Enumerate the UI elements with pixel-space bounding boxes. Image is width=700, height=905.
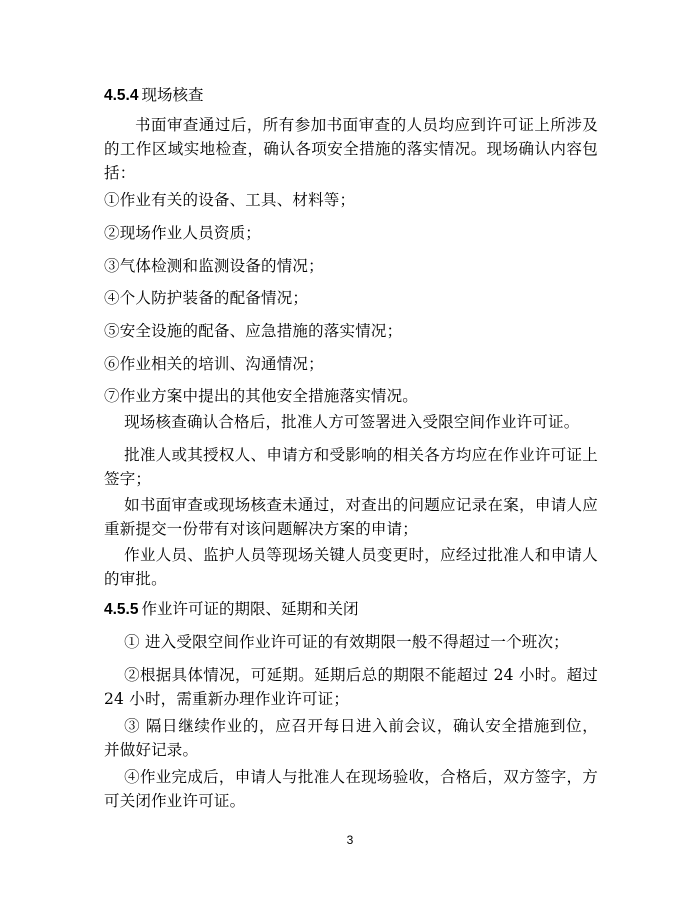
list-item: ③ 隔日继续作业的，应召开每日进入前会议，确认安全措施到位，并做好记录。 — [104, 717, 598, 759]
intro-paragraph: 书面审查通过后，所有参加书面审查的人员均应到许可证上所涉及的工作区域实地检查，确认各项安全措施的落实情况。现场确认内容包括： — [104, 116, 598, 182]
list-item: ⑥作业相关的培训、沟通情况； — [104, 355, 324, 373]
list-item: ②现场作业人员资质； — [104, 224, 262, 242]
page-number: 3 — [346, 833, 354, 847]
list-item: ⑤安全设施的配备、应急措施的落实情况； — [104, 322, 403, 340]
section-number: 4.5.5 — [104, 601, 139, 618]
section-heading-4-5-5 — [104, 597, 359, 622]
section-number: 4.5.4 — [104, 87, 139, 104]
list-item: ①作业有关的设备、工具、材料等； — [104, 191, 356, 209]
list-item: ⑦作业方案中提出的其他安全措施落实情况。 — [104, 387, 419, 405]
paragraph-personnel-change: 作业人员、监护人员等现场关键人员变更时，应经过批准人和申请人的审批。 — [104, 546, 598, 588]
paragraph-approval: 现场核查确认合格后，批准人方可签署进入受限空间作业许可证。 — [124, 413, 580, 431]
paragraph-signatures: 批准人或其授权人、申请方和受影响的相关各方均应在作业许可证上签字； — [104, 446, 598, 488]
section-heading-4-5-4 — [104, 83, 204, 108]
section-title: 现场核查 — [141, 86, 204, 104]
list-item: ②根据具体情况，可延期。延期后总的期限不能超过 24 小时。超过 24 小时，需重新办理作业许可证； — [104, 666, 598, 708]
section-title: 作业许可证的期限、延期和关闭 — [141, 600, 359, 618]
list-item: ④个人防护装备的配备情况； — [104, 289, 309, 307]
paragraph-failed-review: 如书面审查或现场核查未通过，对查出的问题应记录在案，申请人应重新提交一份带有对该问题解决方案的申请； — [104, 496, 598, 538]
list-item: ③气体检测和监测设备的情况； — [104, 257, 324, 275]
list-item: ① 进入受限空间作业许可证的有效期限一般不得超过一个班次； — [124, 633, 569, 651]
list-item: ④作业完成后，申请人与批准人在现场验收，合格后，双方签字，方可关闭作业许可证。 — [104, 768, 598, 810]
